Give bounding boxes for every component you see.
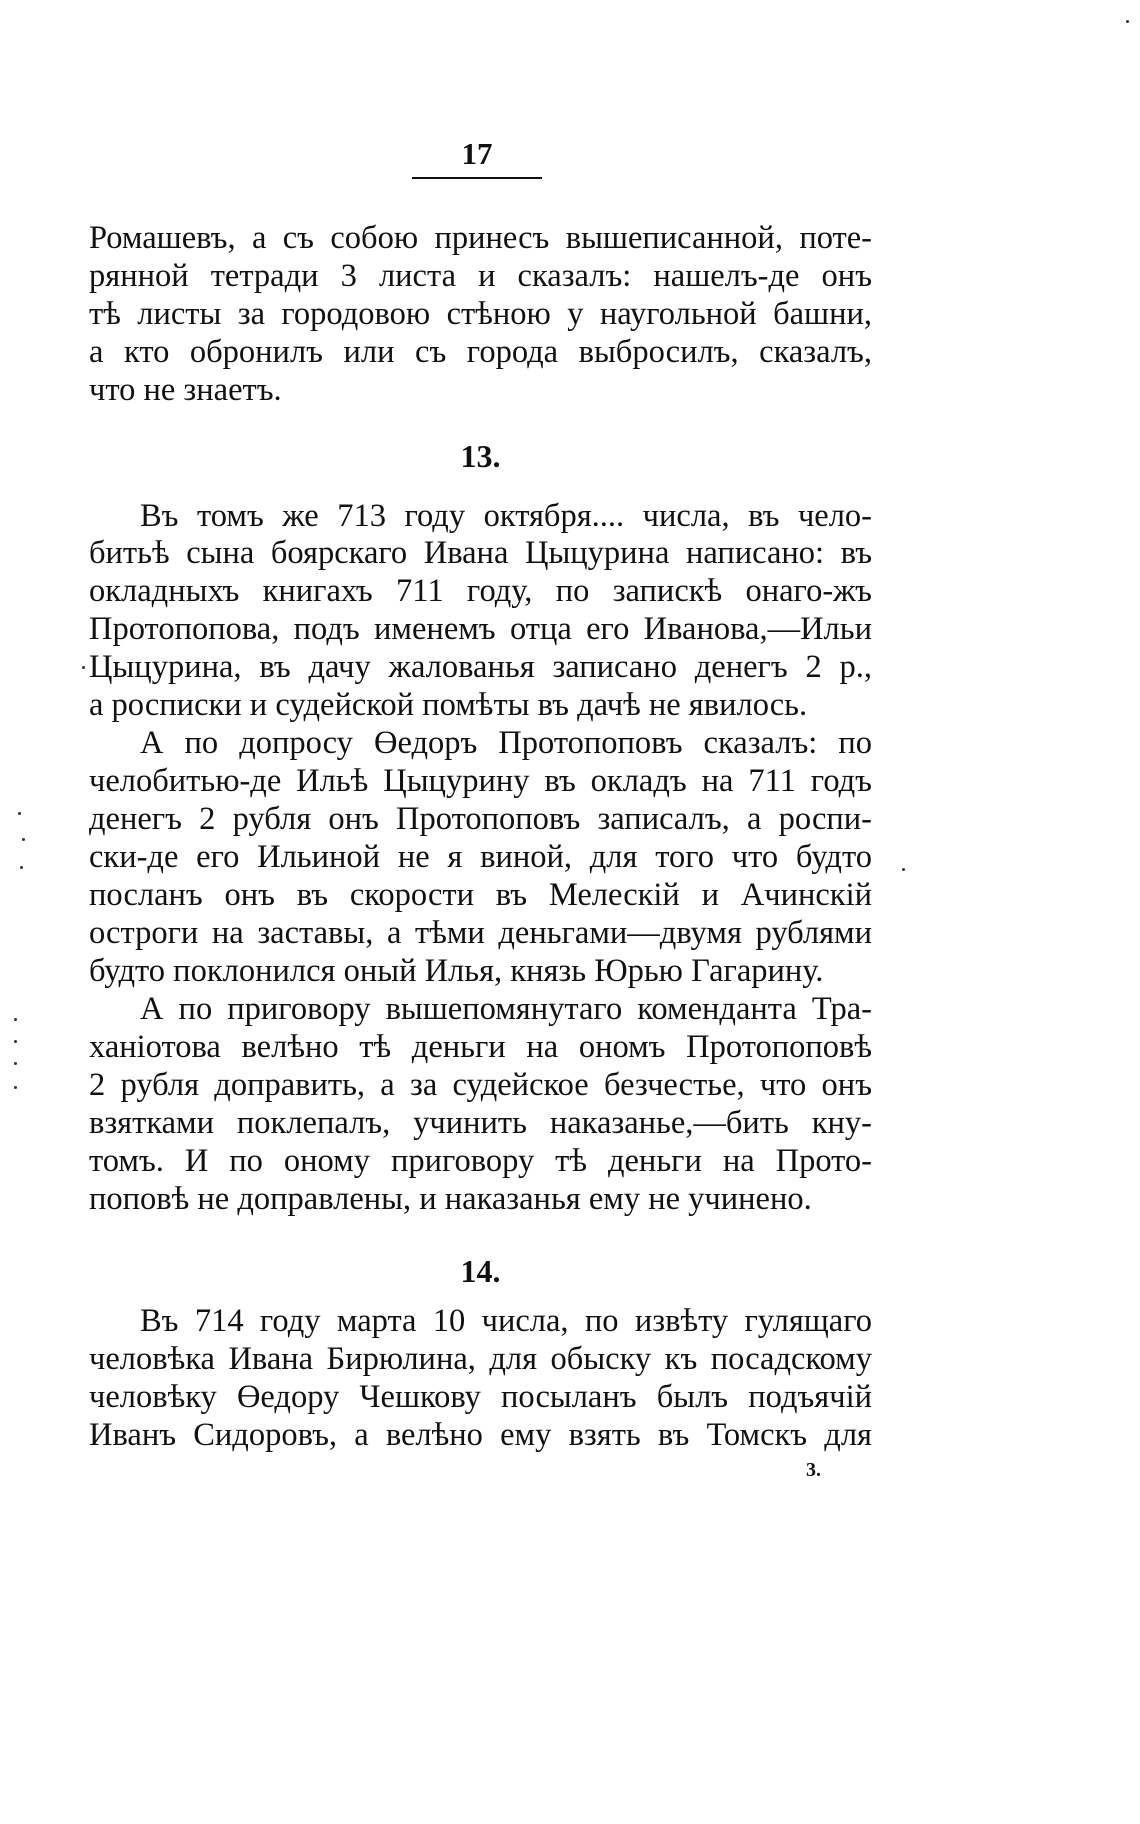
section-heading-14: 14. — [460, 1253, 501, 1289]
text-line: человѣка Ивана Бирюлина, для обыску къ посадскому — [89, 1341, 872, 1377]
text-line: 2 рубля доправить, а за судейское безчестье, что онъ — [89, 1067, 872, 1103]
section-heading-13: 13. — [460, 438, 501, 474]
text-line: а росписки и судейской помѣты въ дачѣ не явилось. — [89, 687, 808, 723]
text-line: остроги на заставы, а тѣми деньгами—двумя рублями — [89, 915, 872, 951]
text-line: окладныхъ книгахъ 711 году, по запискѣ онаго-жъ — [89, 573, 872, 609]
text-line: человѣку Өедору Чешкову посыланъ былъ подъячій — [89, 1379, 872, 1415]
scan-speck — [18, 812, 21, 815]
page-number: 17 — [412, 138, 542, 179]
text-line: Въ томъ же 713 году октября.... числа, въ чело- — [140, 498, 872, 534]
scan-speck — [902, 868, 905, 871]
scan-speck — [82, 666, 85, 669]
scan-speck — [14, 1086, 17, 1089]
text-line: томъ. И по оному приговору тѣ деньги на Прото- — [89, 1143, 872, 1179]
text-line: Ромашевъ, а съ собою принесъ вышеписанной, поте- — [89, 220, 872, 256]
text-line: взятками поклепалъ, учинить наказанье,—бить кну- — [89, 1105, 872, 1141]
signature-mark: 3. — [806, 1459, 821, 1481]
scan-speck — [14, 1040, 17, 1043]
text-line: Цыцурина, въ дачу жалованья записано денегъ 2 р., — [89, 649, 872, 685]
text-line: челобитью-де Ильѣ Цыцурину въ окладъ на 711 годъ — [89, 763, 872, 799]
text-line: тѣ листы за городовою стѣною у наугольной башни, — [89, 296, 872, 332]
text-line: А по допросу Өедоръ Протопоповъ сказалъ: по — [140, 725, 872, 761]
text-line: А по приговору вышепомянутаго коменданта Тра- — [140, 991, 872, 1027]
scan-speck — [14, 1062, 17, 1065]
text-line: битьѣ сына боярскаго Ивана Цыцурина написано: въ — [89, 535, 872, 571]
text-line: посланъ онъ въ скорости въ Мелескій и Ачинскій — [89, 877, 872, 913]
text-line: Иванъ Сидоровъ, а велѣно ему взять въ Томскъ для — [89, 1417, 872, 1453]
text-line: что не знаетъ. — [89, 372, 282, 408]
text-line: денегъ 2 рубля онъ Протопоповъ записалъ, а роспи- — [89, 801, 872, 837]
text-line: будто поклонился оный Илья, князь Юрью Гагарину. — [89, 953, 824, 989]
text-line: Въ 714 году марта 10 числа, по извѣту гулящаго — [140, 1303, 872, 1339]
scan-speck — [14, 1018, 17, 1021]
text-line: поповѣ не доправлены, и наказанья ему не учинено. — [89, 1181, 812, 1217]
text-line: рянной тетради 3 листа и сказалъ: нашелъ-де онъ — [89, 258, 872, 294]
text-line: а кто обронилъ или съ города выбросилъ, сказалъ, — [89, 334, 872, 370]
scan-speck — [1126, 20, 1129, 23]
scan-speck — [22, 838, 25, 841]
scan-speck — [20, 866, 23, 869]
text-line: ски-де его Ильиной не я виной, для того что будто — [89, 839, 872, 875]
text-line: Протопопова, подъ именемъ отца его Иванова,—Ильи — [89, 611, 872, 647]
text-line: ханіотова велѣно тѣ деньги на ономъ Протопоповѣ — [89, 1029, 872, 1065]
